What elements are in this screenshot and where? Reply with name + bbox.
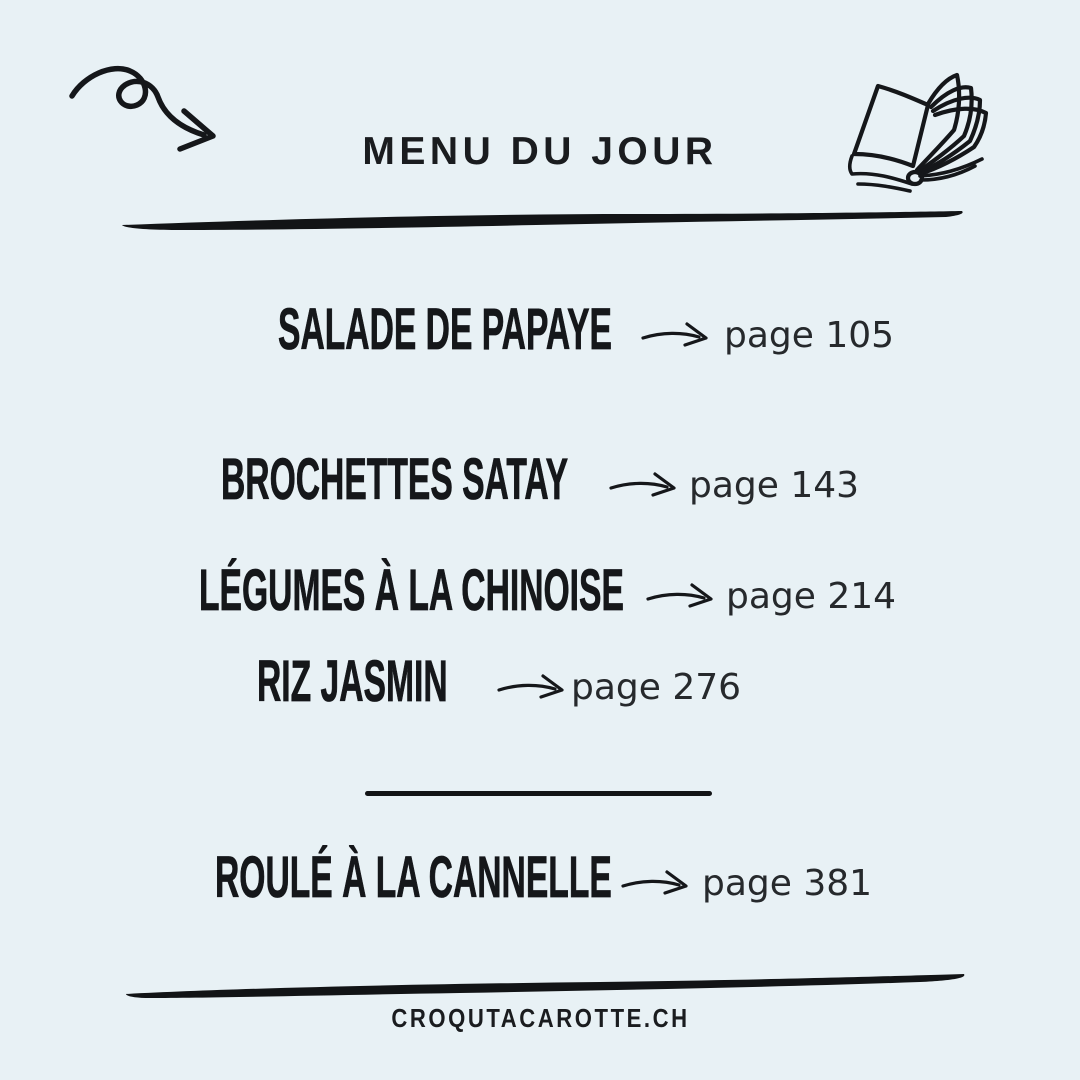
arrow-right-icon	[620, 864, 692, 898]
footer-overline-stroke	[120, 964, 970, 1004]
arrow-right-icon	[645, 577, 717, 611]
menu-item-page: page 276	[571, 667, 742, 708]
menu-item-page: page 143	[689, 465, 860, 506]
open-book-icon	[844, 62, 1002, 204]
menu-item-name: LÉGUMES À LA CHINOISE	[199, 558, 624, 623]
menu-item-name: SALADE DE PAPAYE	[278, 297, 612, 362]
section-divider	[365, 791, 712, 796]
footer	[0, 1003, 1080, 1034]
menu-item-name: ROULÉ À LA CANNELLE	[215, 845, 612, 910]
menu-item-page: page 105	[724, 315, 895, 356]
arrow-right-icon	[608, 466, 680, 500]
page-title: MENU DU JOUR	[362, 130, 718, 173]
menu-item-page: page 214	[726, 576, 897, 617]
arrow-right-icon	[496, 668, 568, 702]
menu-item-name: BROCHETTES SATAY	[221, 447, 569, 512]
arrow-right-icon	[640, 316, 712, 350]
title-underline-stroke	[116, 203, 968, 239]
website-text: CROQUTACAROTTE.CH	[390, 1003, 690, 1033]
menu-item-name: RIZ JASMIN	[257, 649, 448, 714]
menu-item-page: page 381	[702, 863, 873, 904]
